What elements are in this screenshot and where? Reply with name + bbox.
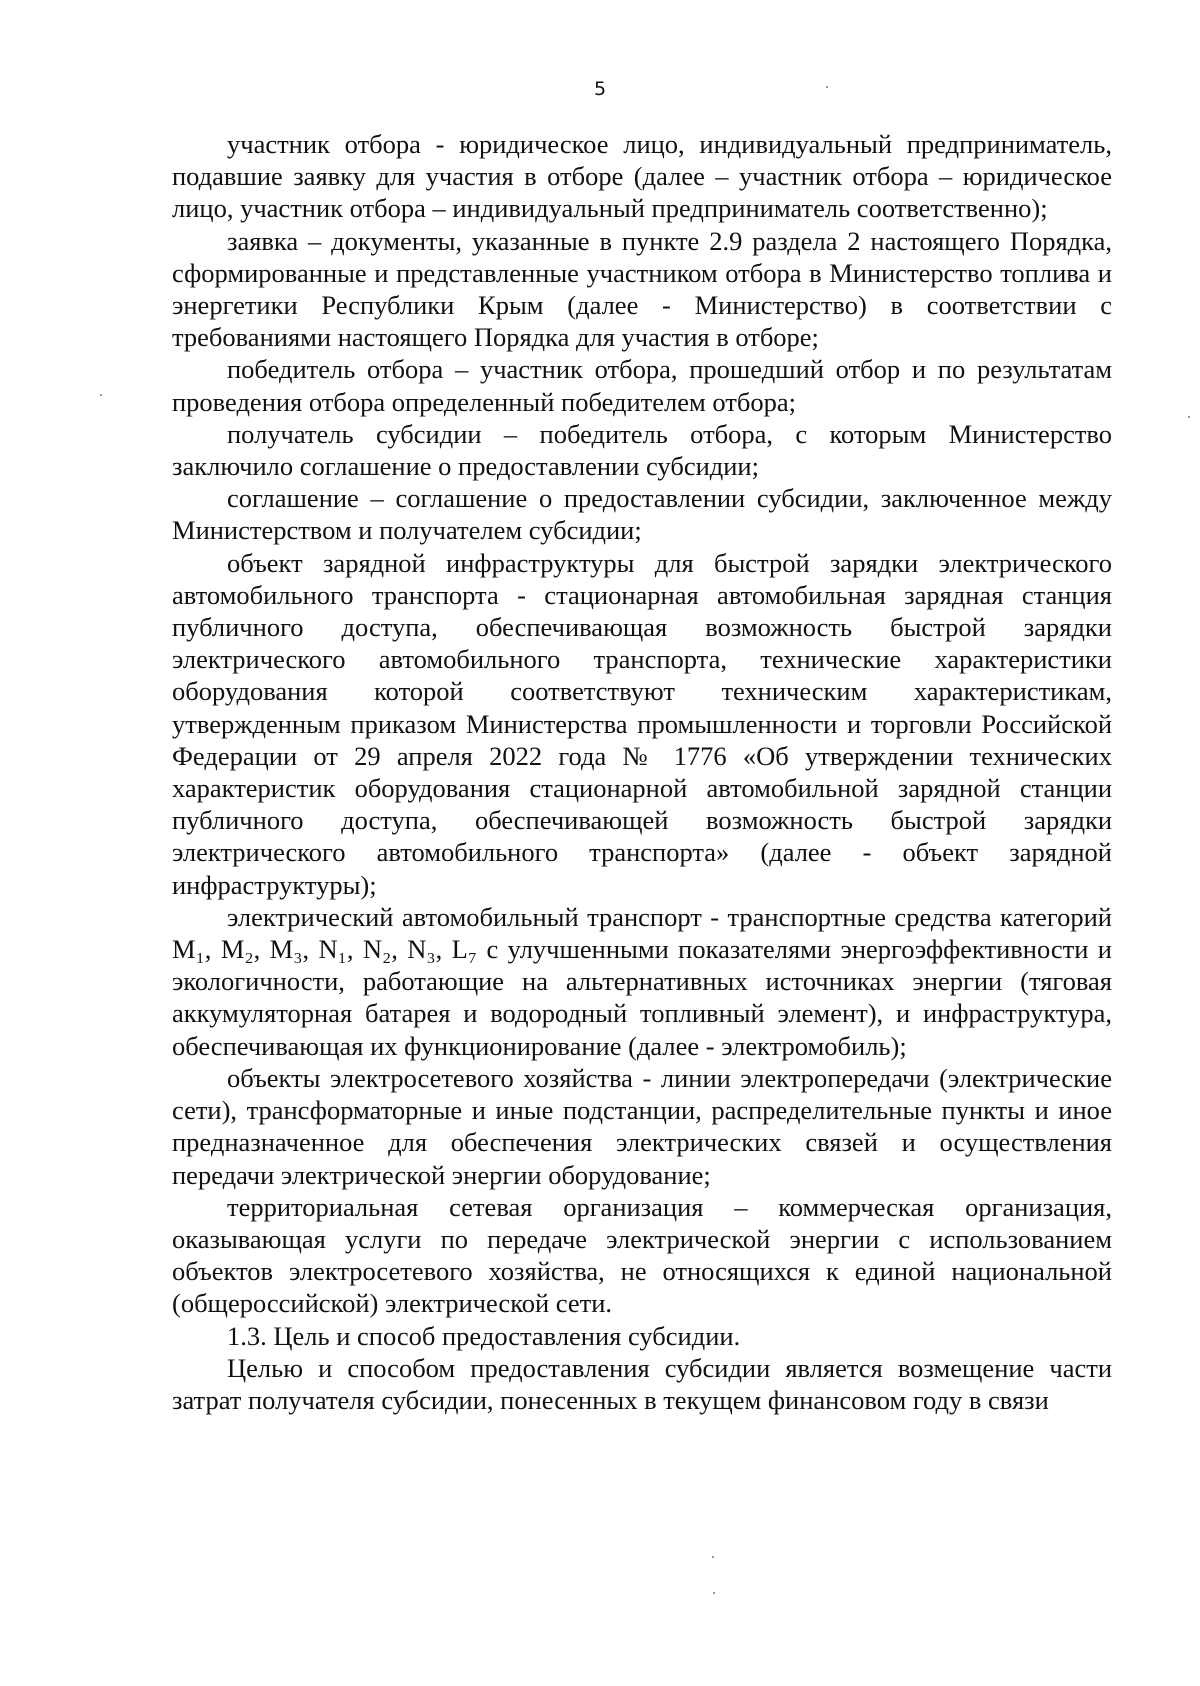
definition-participant: участник отбора - юридическое лицо, индивидуальный предприниматель, подавшие заявку для участия в отборе (далее – участник отбора – юридическое лицо, участник отбора – индивидуальный предприниматель соответственно);: [172, 129, 1112, 224]
definition-application: заявка – документы, указанные в пункте 2.9 раздела 2 настоящего Порядка, сформированные и представленные участником отбора в Министерство топлива и энергетики Республики Крым (далее - Министерство) в соответствии с требованиями настоящего Порядка для участия в отборе;: [172, 225, 1112, 353]
section-text: Целью и способом предоставления субсидии является возмещение части затрат получателя субсидии, понесенных в текущем финансовом году в связи: [172, 1352, 1112, 1415]
scan-speck: [100, 394, 102, 396]
definition-electric-transport: электрический автомобильный транспорт - транспортные средства категорий M₁, M₂, M₃, N₁, N₂, N₃, L₇ с улучшенными показателями энергоэффективности и экологичности, работающие на альтернативных источниках энергии (тяговая аккумуляторная батарея и водородный топливный элемент), и инфраструктура, обеспечивающая их функционирование (далее - электромобиль);: [172, 901, 1112, 1061]
section-heading: 1.3. Цель и способ предоставления субсидии.: [227, 1320, 741, 1351]
definition-winner: победитель отбора – участник отбора, прошедший отбор и по результатам проведения отбора определенный победителем отбора;: [172, 354, 1112, 417]
scan-speck: [713, 1592, 715, 1594]
definition-grid-facilities: объекты электросетевого хозяйства - линии электропередачи (электрические сети), трансформаторные и иные подстанции, распределительные пункты и иное предназначенное для обеспечения электрических связей и осуществления передачи электрической энергии оборудование;: [172, 1062, 1112, 1190]
definition-charging-object: объект зарядной инфраструктуры для быстрой зарядки электрического автомобильного транспорта - стационарная автомобильная зарядная станция публичного доступа, обеспечивающая возможность быстрой зарядки электрического автомобильного транспорта, технические характеристики оборудования которой соответствуют техническим характеристикам, утвержденным приказом Министерства промышленности и торговли Российской Федерации от 29 апреля 2022 года № 1776 «Об утверждении технических характеристик оборудования стационарной автомобильной зарядной станции публичного доступа, обеспечивающей возможность быстрой зарядки электрического автомобильного транспорта» (далее - объект зарядной инфраструктуры);: [172, 547, 1112, 900]
scan-speck: [712, 1556, 714, 1558]
scan-speck: [1188, 416, 1190, 418]
scan-speck: [826, 86, 828, 88]
definition-recipient: получатель субсидии – победитель отбора, с которым Министерство заключило соглашение о предоставлении субсидии;: [172, 418, 1112, 482]
document-body: [172, 128, 1112, 1416]
definition-grid-organization: территориальная сетевая организация – коммерческая организация, оказывающая услуги по передаче электрической энергии с использованием объектов электросетевого хозяйства, не относящихся к единой национальной (общероссийской) электрической сети.: [172, 1191, 1112, 1319]
page-number: 5: [593, 78, 607, 100]
definition-agreement: соглашение – соглашение о предоставлении субсидии, заключенное между Министерством и получателем субсидии;: [172, 483, 1112, 546]
